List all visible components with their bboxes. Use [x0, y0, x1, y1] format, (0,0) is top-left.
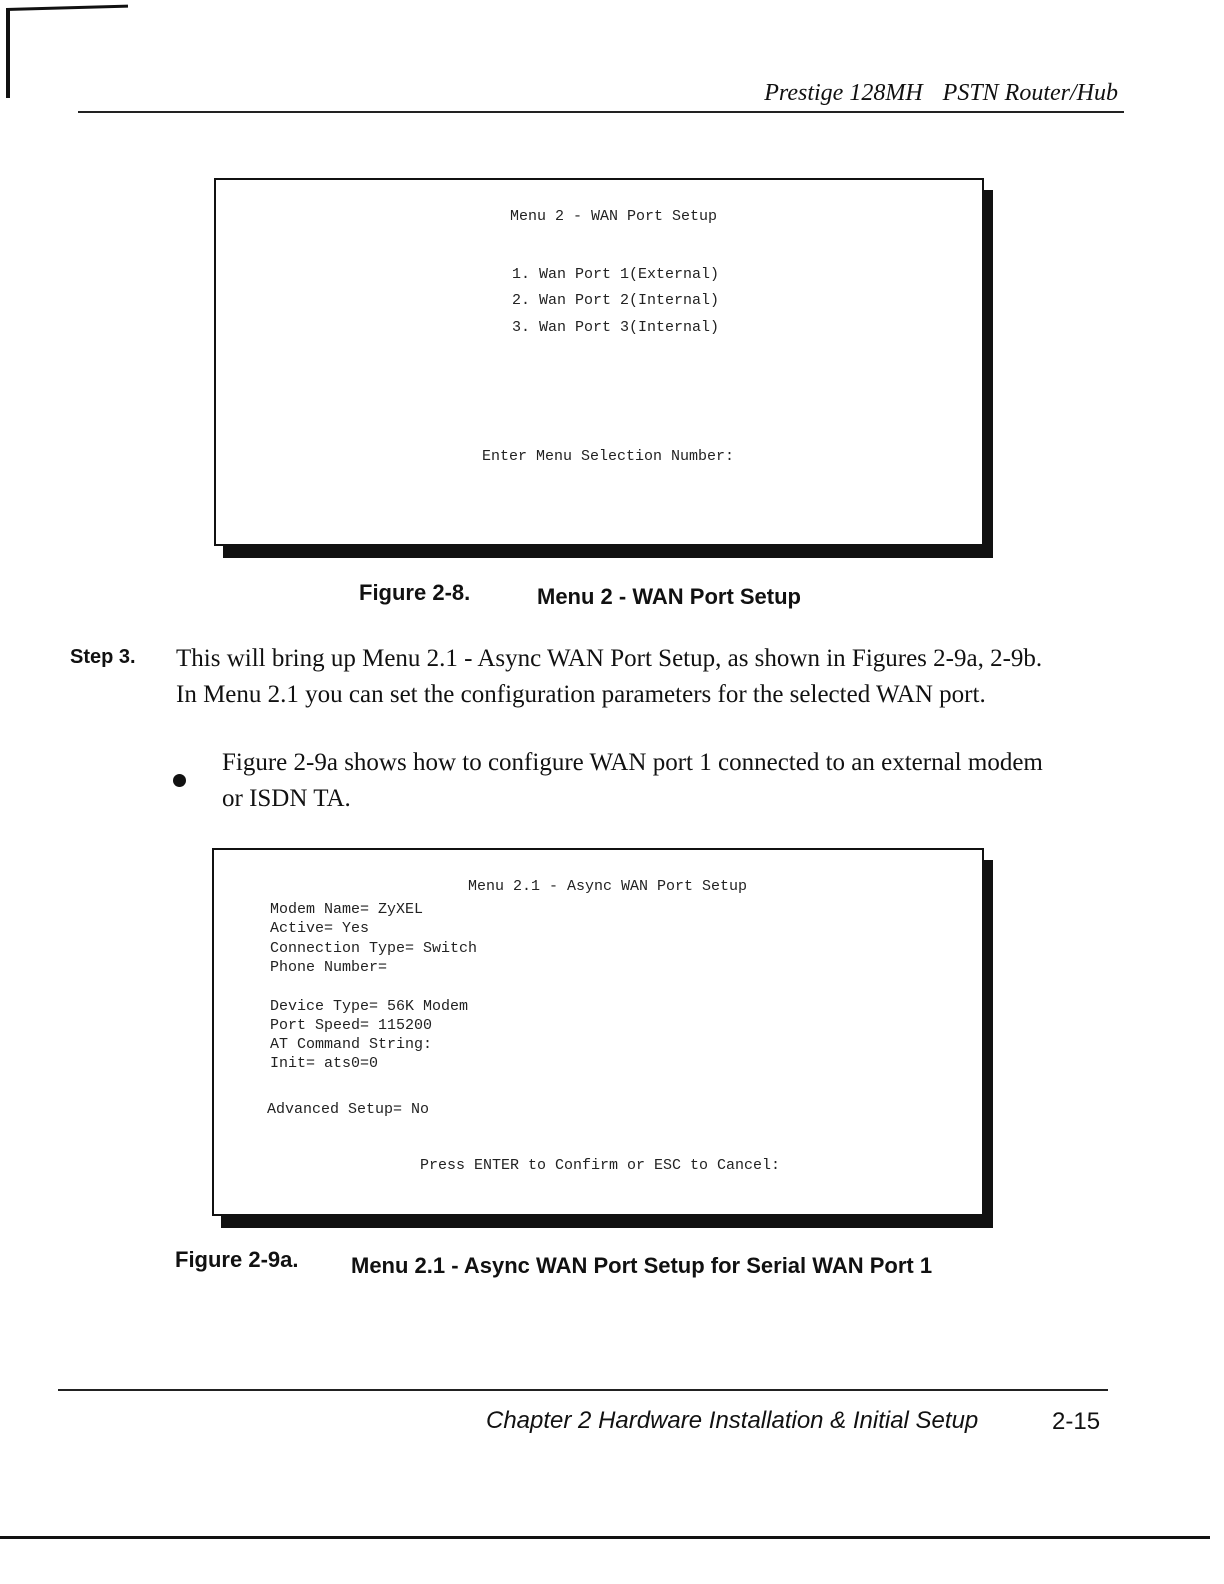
- scan-bottom-edge: [0, 1536, 1210, 1539]
- running-header: [764, 80, 1118, 107]
- terminal-title: Menu 2 - WAN Port Setup: [510, 208, 718, 225]
- header-rule: [78, 111, 1124, 113]
- figure-2-8-label: Figure 2-8.: [359, 580, 471, 605]
- field-advanced-setup: Advanced Setup= No: [267, 1101, 430, 1118]
- terminal-screen-menu-2-1: [212, 848, 984, 1216]
- menu-item-wan-port-1: 1. Wan Port 1(External): [512, 266, 720, 283]
- step-label: Step 3.: [70, 646, 136, 668]
- step-paragraph-line-1: This will bring up Menu 2.1 - Async WAN Port Setup, as shown in Figures 2-9a, 2-9b.: [176, 645, 1043, 672]
- terminal-screen-menu-2: [214, 178, 984, 546]
- field-at-command: AT Command String:: [270, 1036, 433, 1053]
- field-init: Init= ats0=0: [270, 1055, 379, 1072]
- field-connection-type: Connection Type= Switch: [270, 940, 478, 957]
- page-number: 2-15: [1052, 1408, 1101, 1435]
- field-device-type: Device Type= 56K Modem: [270, 998, 469, 1015]
- field-modem-name: Modem Name= ZyXEL: [270, 901, 424, 918]
- terminal-title: Menu 2.1 - Async WAN Port Setup: [468, 878, 748, 895]
- bullet-icon: [173, 774, 186, 787]
- menu-item-wan-port-2: 2. Wan Port 2(Internal): [512, 292, 720, 309]
- bullet-text-line-2: or ISDN TA.: [222, 785, 351, 812]
- header-subtitle: PSTN Router/Hub: [942, 80, 1118, 106]
- confirm-prompt: Press ENTER to Confirm or ESC to Cancel:: [420, 1157, 781, 1174]
- footer-chapter-title: Chapter 2 Hardware Installation & Initial Setup: [486, 1407, 979, 1434]
- figure-2-9a-caption: Menu 2.1 - Async WAN Port Setup for Serial WAN Port 1: [351, 1253, 933, 1278]
- scan-corner-mark: [6, 5, 128, 11]
- footer-rule: [58, 1389, 1108, 1391]
- header-product: Prestige 128MH: [764, 80, 923, 106]
- field-port-speed: Port Speed= 115200: [270, 1017, 433, 1034]
- field-phone-number: Phone Number=: [270, 959, 388, 976]
- figure-2-8-caption: Menu 2 - WAN Port Setup: [537, 584, 801, 609]
- figure-2-9a-label: Figure 2-9a.: [175, 1247, 299, 1272]
- menu-item-wan-port-3: 3. Wan Port 3(Internal): [512, 319, 720, 336]
- bullet-text-line-1: Figure 2-9a shows how to configure WAN port 1 connected to an external modem: [222, 749, 1043, 776]
- scan-edge-mark: [6, 8, 10, 98]
- selection-prompt: Enter Menu Selection Number:: [482, 448, 735, 465]
- step-paragraph-line-2: In Menu 2.1 you can set the configuration parameters for the selected WAN port.: [176, 681, 986, 708]
- field-active: Active= Yes: [270, 920, 370, 937]
